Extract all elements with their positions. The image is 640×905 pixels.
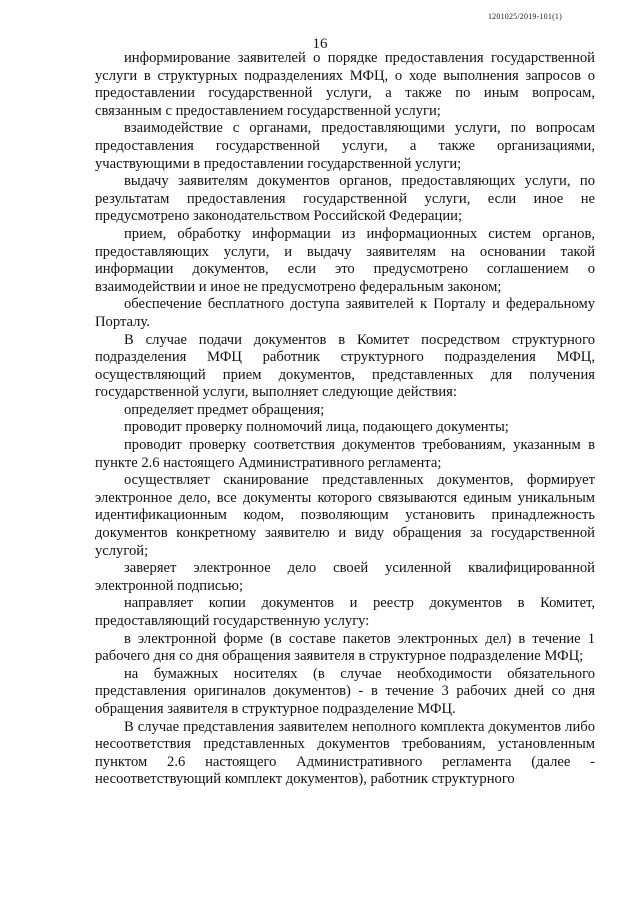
paragraph: прием, обработку информации из информационных систем органов, предоставляющих услуги, и выдачу заявителям на основании такой информации документов, если это предусмотрено соглашением о взаимодействии и иное не предусмотрено федеральным законом; [95,225,595,295]
paragraph: информирование заявителей о порядке предоставления государственной услуги в структурных подразделениях МФЦ, о ходе выполнения запросов о предоставлении государственной услуги, а также по иным вопросам, связанным с предоставлением государственной услуги; [95,50,595,119]
paragraph: осуществляет сканирование представленных документов, формирует электронное дело, все документы которого связываются единым уникальным идентификационным кодом, позволяющим установить принадлежность документов конкретному заявителю и виду обращения за государственной услугой; [95,472,595,559]
paragraph: взаимодействие с органами, предоставляющими услуги, по вопросам предоставления государственной услуги, а также организациями, участвующими в предоставлении государственной услуги; [95,120,595,172]
paragraph: проводит проверку соответствия документов требованиям, указанным в пункте 2.6 настоящего Административного регламента; [95,437,595,471]
paragraph: В случае представления заявителем неполного комплекта документов либо несоответствия представленных документов требованиям, установленным пунктом 2.6 настоящего Административного регламента (далее - несоответствующий комплект документов), работник структурного [95,718,595,788]
paragraph: обеспечение бесплатного доступа заявителей к Порталу и федеральному Порталу. [95,296,595,330]
paragraph: на бумажных носителях (в случае необходимости обязательного представления оригиналов документов) - в течение 3 рабочих дней со дня обращения заявителя в структурное подразделение МФЦ. [95,665,595,717]
page-number: 16 [312,36,328,52]
document-code: 1201025/2019-101(1) [487,12,562,21]
paragraph: заверяет электронное дело своей усиленной квалифицированной электронной подписью; [95,560,595,594]
paragraph: В случае подачи документов в Комитет посредством структурного подразделения МФЦ работник структурного подразделения МФЦ, осуществляющий прием документов, представленных для получения государственной услуги, выполняет следующие действия: [95,331,595,401]
paragraph: в электронной форме (в составе пакетов электронных дел) в течение 1 рабочего дня со дня обращения заявителя в структурное подразделение МФЦ; [95,630,595,665]
paragraph: определяет предмет обращения; [124,401,325,418]
paragraph: направляет копии документов и реестр документов в Комитет, предоставляющий государственную услугу: [95,595,595,629]
paragraph: выдачу заявителям документов органов, предоставляющих услуги, по результатам предоставления государственной услуги, если иное не предусмотрено законодательством Российской Федерации; [95,173,595,225]
document-body [95,50,595,789]
paragraph: проводит проверку полномочий лица, подающего документы; [124,419,509,436]
